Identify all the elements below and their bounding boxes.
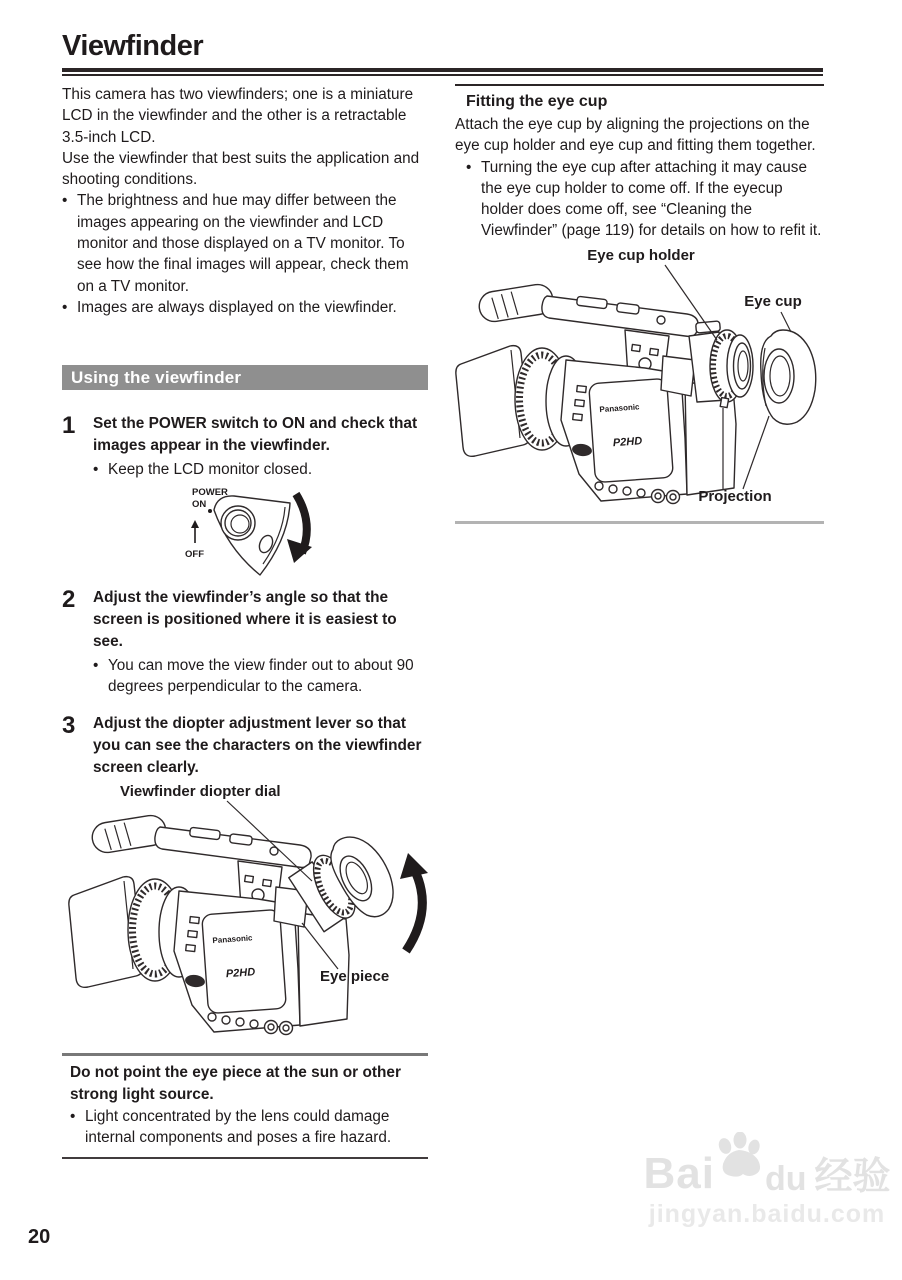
right-column	[455, 84, 824, 524]
list-item-text: The brightness and hue may differ between the images appearing on the viewfinder and LCD monitor and those displayed on a TV monitor. To see how the final images will appear, check them on a TV monitor.	[77, 192, 409, 295]
step-instruction: Adjust the viewfinder’s angle so that the screen is positioned where it is easiest to see.	[93, 588, 397, 650]
step-number: 3	[62, 712, 76, 740]
page-number: 20	[28, 1226, 51, 1248]
power-label: POWER	[192, 486, 228, 498]
list-item-text: Light concentrated by the lens could damage internal components and poses a fire hazard.	[85, 1108, 392, 1147]
warning-title: Do not point the eye piece at the sun or other strong light source.	[70, 1064, 401, 1104]
up-arrow-head	[191, 520, 199, 528]
list-item	[70, 1106, 428, 1149]
diagram-label-eye-cup: Eye cup	[744, 292, 802, 310]
step-instruction: Adjust the diopter adjustment lever so that you can see the characters on the viewfinder screen clearly.	[93, 715, 422, 777]
power-switch-illustration	[166, 483, 336, 579]
list-item-text: Images are always displayed on the viewfinder.	[77, 298, 397, 316]
watermark	[628, 1148, 902, 1229]
title-divider	[62, 68, 823, 76]
step-3	[62, 713, 428, 779]
rotate-arrow-head	[400, 853, 428, 879]
warning-box	[62, 1053, 428, 1159]
paw-icon	[713, 1132, 765, 1180]
subsection-divider	[455, 84, 824, 86]
list-item	[93, 459, 428, 480]
step-number: 2	[62, 585, 76, 613]
subsection-heading: Fitting the eye cup	[466, 93, 608, 110]
rotate-arrow-icon	[406, 869, 422, 951]
watermark-brand: Bai	[643, 1149, 715, 1198]
list-item	[466, 157, 824, 242]
list-item	[93, 655, 428, 698]
watermark-brand-cn: 经验	[814, 1156, 891, 1198]
diagram-label-eye-piece: Eye piece	[320, 968, 390, 986]
intro-paragraph: This camera has two viewfinders; one is a miniature LCD in the viewfinder and the other is a retractable 3.5-inch LCD.	[62, 86, 414, 146]
on-label: ON	[192, 498, 207, 510]
bullet-marker: •	[93, 461, 99, 479]
section-end-divider	[455, 521, 824, 524]
on-dot	[208, 509, 212, 513]
step-1	[62, 413, 428, 480]
page-title: Viewfinder	[62, 30, 204, 62]
leader-line	[743, 416, 769, 489]
step-instruction: Set the POWER switch to ON and check that images appear in the viewfinder.	[93, 415, 418, 455]
bullet-marker: •	[62, 192, 68, 210]
bullet-marker: •	[62, 298, 68, 316]
left-column	[62, 84, 428, 1159]
list-item-text: Turning the eye cup after attaching it may cause the eye cup holder to come off. If the eyecup holder does come off, see “Cleaning the Viewfinder” (page 119) for details on how to refit it.	[481, 158, 822, 240]
step-2	[62, 587, 428, 698]
diagram-label-diopter-dial: Viewfinder diopter dial	[120, 783, 281, 801]
camera-illustration-diopter	[62, 781, 432, 1049]
leader-line	[781, 312, 791, 332]
section-header-bar: Using the viewfinder	[62, 365, 428, 390]
diagram-label-projection: Projection	[698, 487, 772, 505]
bullet-marker: •	[93, 656, 99, 674]
off-label: OFF	[185, 548, 204, 560]
list-item-text: You can move the view finder out to about 90 degrees perpendicular to the camera.	[108, 656, 414, 695]
watermark-brand: du	[764, 1160, 807, 1198]
watermark-url: jingyan.baidu.com	[648, 1200, 886, 1228]
diagram-label-eye-cup-holder: Eye cup holder	[587, 246, 695, 264]
step-number: 1	[62, 412, 76, 440]
camera-illustration-eyecup	[455, 244, 823, 512]
bullet-marker: •	[466, 158, 472, 176]
body-paragraph: Attach the eye cup by aligning the projections on the eye cup holder and eye cup and fitting them together.	[455, 116, 816, 155]
bullet-marker: •	[70, 1108, 76, 1126]
list-item	[62, 297, 428, 318]
intro-paragraph: Use the viewfinder that best suits the application and shooting conditions.	[62, 149, 420, 189]
list-item	[62, 190, 428, 296]
list-item-text: Keep the LCD monitor closed.	[108, 461, 313, 479]
